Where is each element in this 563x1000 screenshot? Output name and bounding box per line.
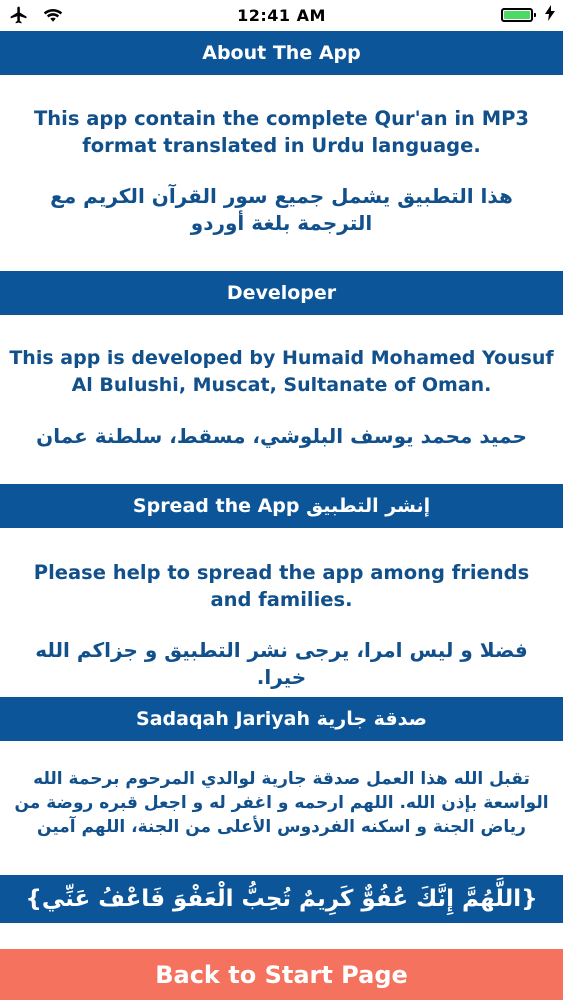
sadaqah-text-ar: تقبل الله هذا العمل صدقة جارية لوالدي المرحوم برحمة الله الواسعة بإذن الله. اللهم ارحمه و اغفر له و اجعل قبره روضة من رياض الجنة و اسكنه الفردوس الأعلى من الجنة، اللهم آمين <box>14 769 549 837</box>
developer-text-en: This app is developed by Humaid Mohamed Yousuf Al Bulushi, Muscat, Sultanate of Oman. <box>9 347 554 396</box>
spread-body <box>0 559 563 691</box>
status-bar <box>0 0 563 32</box>
about-text-ar: هذا التطبيق يشمل جميع سور القرآن الكريم مع الترجمة بلغة أوردو <box>50 184 513 235</box>
charging-bolt-icon <box>545 5 555 25</box>
spread-text-en: Please help to spread the app among friends and families. <box>33 561 530 611</box>
developer-header: Developer <box>0 271 563 315</box>
status-bar-right <box>501 5 555 25</box>
about-body <box>0 105 563 237</box>
spread-text-ar: فضلا و ليس امرا، يرجى نشر التطبيق و جزاكم الله خيرا. <box>35 638 528 689</box>
back-to-start-button[interactable]: Back to Start Page <box>0 949 563 1000</box>
sadaqah-body <box>0 767 563 839</box>
battery-icon <box>501 8 533 22</box>
developer-body <box>0 345 563 450</box>
developer-text-ar: حميد محمد يوسف البلوشي، مسقط، سلطنة عمان <box>36 424 527 448</box>
dua-banner: {اللَّهُمَّ إِنَّكَ عُفُوٌّ كَرِيمٌ تُحِبُّ الْعَفْوَ فَاعْفُ عَنِّي} <box>0 875 563 923</box>
spread-header: Spread the App إنشر التطبيق <box>0 484 563 528</box>
about-text-en: This app contain the complete Qur'an in MP3 format translated in Urdu language. <box>34 107 529 157</box>
about-header: About The App <box>0 31 563 75</box>
status-time: 12:41 AM <box>237 6 326 25</box>
sadaqah-header: Sadaqah Jariyah صدقة جارية <box>0 697 563 741</box>
